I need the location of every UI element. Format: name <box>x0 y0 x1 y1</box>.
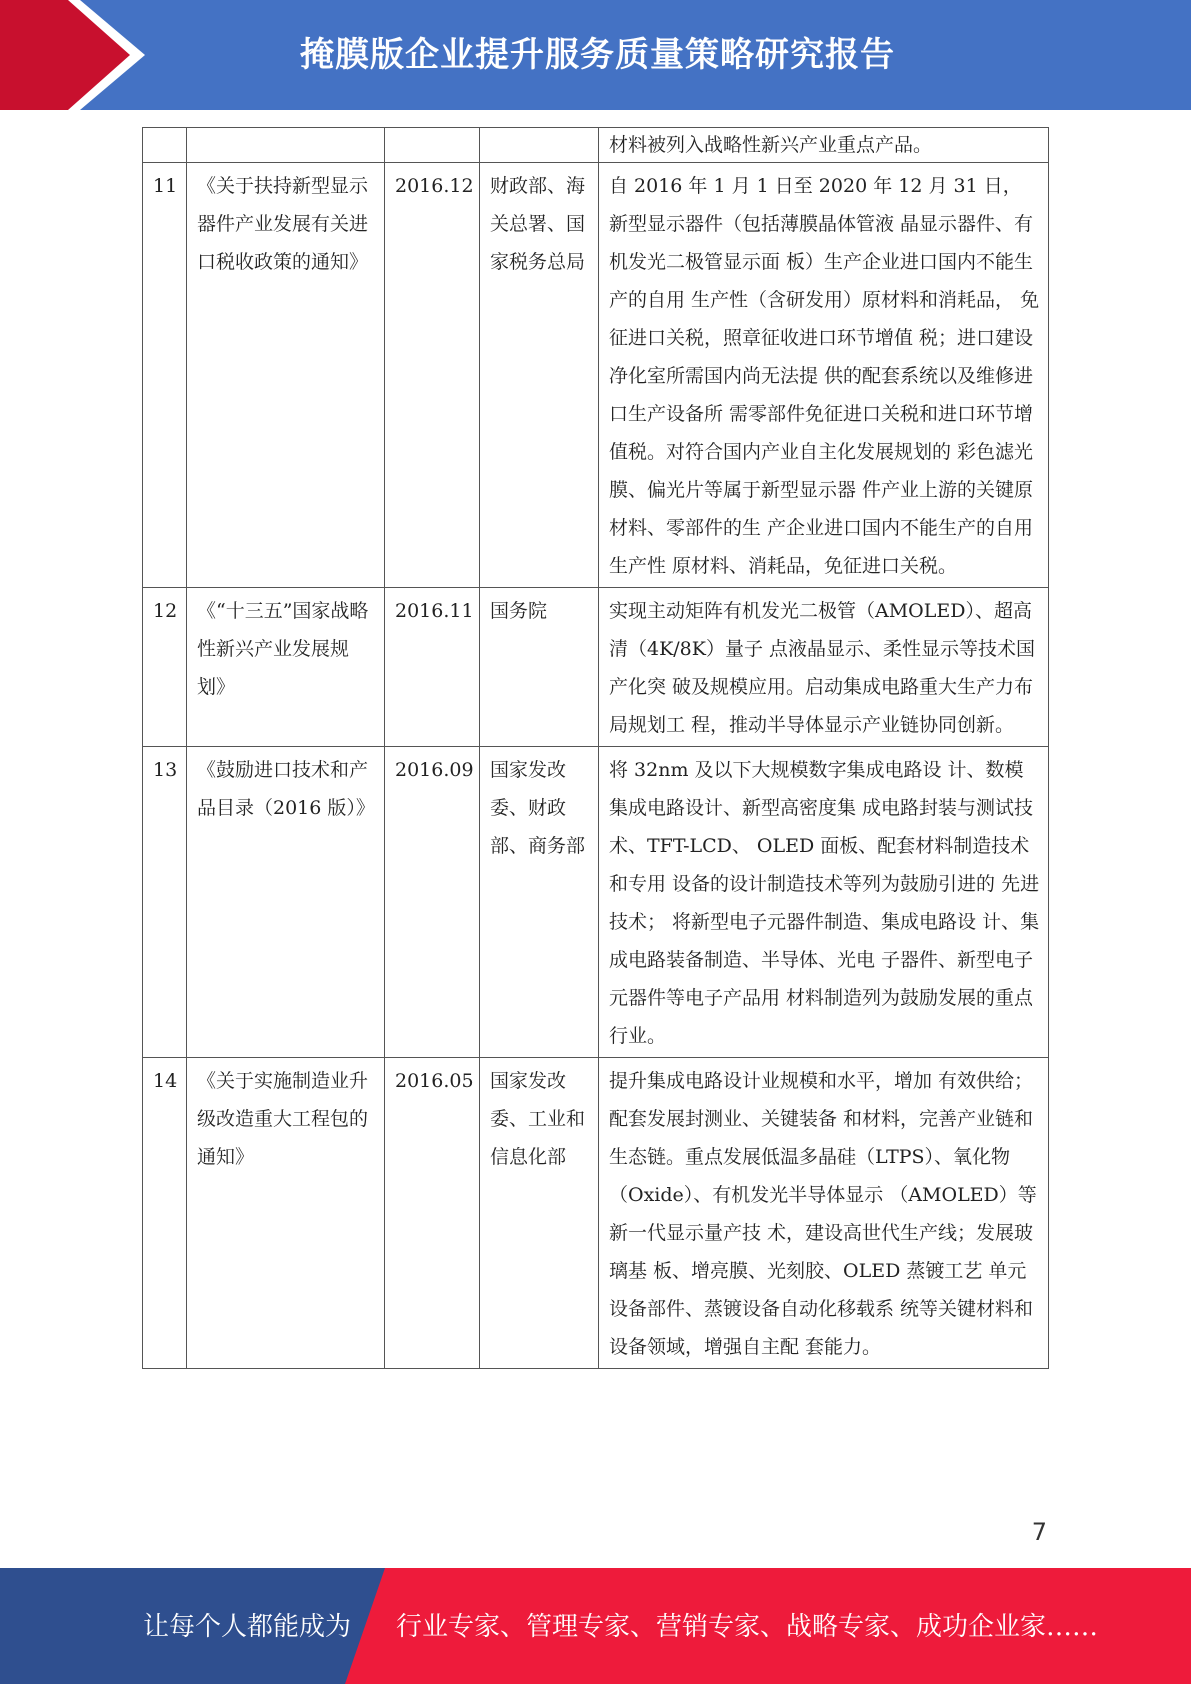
policy-content: 实现主动矩阵有机发光二极管（AMOLED）、超高清（4K/8K）量子 点液晶显示、柔性显示等技术国产化突 破及规模应用。启动集成电路重大生产力布局规划工 程，推动半导体显示产业链协同创新。 <box>599 588 1049 747</box>
issue-date: 2016.11 <box>385 588 480 747</box>
policy-name: 《“十三五”国家战略性新兴产业发展规划》 <box>187 588 385 747</box>
table-row <box>143 1058 1049 1369</box>
issue-date: 2016.09 <box>385 747 480 1058</box>
policy-name <box>187 128 385 163</box>
policy-name: 《关于扶持新型显示器件产业发展有关进口税收政策的通知》 <box>187 163 385 588</box>
footer-slogan-left: 让每个人都能成为 <box>143 1612 352 1642</box>
issuing-department <box>480 128 599 163</box>
header-arrow-decoration <box>0 0 160 110</box>
policy-name: 《关于实施制造业升级改造重大工程包的通知》 <box>187 1058 385 1369</box>
footer-slogan-right: 行业专家、管理专家、营销专家、战略专家、成功企业家…… <box>396 1612 1099 1642</box>
table-row <box>143 588 1049 747</box>
row-number: 11 <box>143 163 187 588</box>
issue-date: 2016.12 <box>385 163 480 588</box>
issue-date: 2016.05 <box>385 1058 480 1369</box>
table-row <box>143 747 1049 1058</box>
page-number: 7 <box>1031 1518 1047 1546</box>
table-row <box>143 163 1049 588</box>
report-title: 掩膜版企业提升服务质量策略研究报告 <box>300 35 895 75</box>
page-header <box>0 0 1191 110</box>
page-footer <box>0 1568 1191 1684</box>
row-number: 12 <box>143 588 187 747</box>
issuing-department: 财政部、海关总署、国家税务总局 <box>480 163 599 588</box>
row-number <box>143 128 187 163</box>
issuing-department: 国家发改委、财政部、商务部 <box>480 747 599 1058</box>
row-number: 14 <box>143 1058 187 1369</box>
policy-content: 将 32nm 及以下大规模数字集成电路设 计、数模集成电路设计、新型高密度集 成电路封装与测试技术、TFT-LCD、 OLED 面板、配套材料制造技术和专用 设备的设计制造技术等列为鼓励引进的 先进技术； 将新型电子元器件制造、集成电路设 计、集成电路装备制造、半导体、光电 子器件、新型电子元器件等电子产品用 材料制造列为鼓励发展的重点行业。 <box>599 747 1049 1058</box>
policy-name: 《鼓励进口技术和产品目录（2016 版）》 <box>187 747 385 1058</box>
row-number: 13 <box>143 747 187 1058</box>
policy-content: 自 2016 年 1 月 1 日至 2020 年 12 月 31 日，新型显示器件（包括薄膜晶体管液 晶显示器件、有机发光二极管显示面 板）生产企业进口国内不能生产的自用 生产性（含研发用）原材料和消耗品， 免征进口关税，照章征收进口环节增值 税；进口建设净化室所需国内尚无法提 供的配套系统以及维修进口生产设备所 需零部件免征进口关税和进口环节增值税。对符合国内产业自主化发展规划的 彩色滤光膜、偏光片等属于新型显示器 件产业上游的关键原材料、零部件的生 产企业进口国内不能生产的自用生产性 原材料、消耗品，免征进口关税。 <box>599 163 1049 588</box>
table-row <box>143 128 1049 163</box>
issuing-department: 国务院 <box>480 588 599 747</box>
policy-content: 材料被列入战略性新兴产业重点产品。 <box>599 128 1049 163</box>
issuing-department: 国家发改委、工业和信息化部 <box>480 1058 599 1369</box>
issue-date <box>385 128 480 163</box>
policy-content: 提升集成电路设计业规模和水平，增加 有效供给；配套发展封测业、关键装备 和材料，完善产业链和生态链。重点发展低温多晶硅（LTPS）、氧化物 （Oxide）、有机发光半导体显示 （AMOLED）等新一代显示量产技 术，建设高世代生产线；发展玻璃基 板、增亮膜、光刻胶、OLED 蒸镀工艺 单元设备部件、蒸镀设备自动化移载系 统等关键材料和设备领域，增强自主配 套能力。 <box>599 1058 1049 1369</box>
policy-table <box>142 127 1049 1369</box>
